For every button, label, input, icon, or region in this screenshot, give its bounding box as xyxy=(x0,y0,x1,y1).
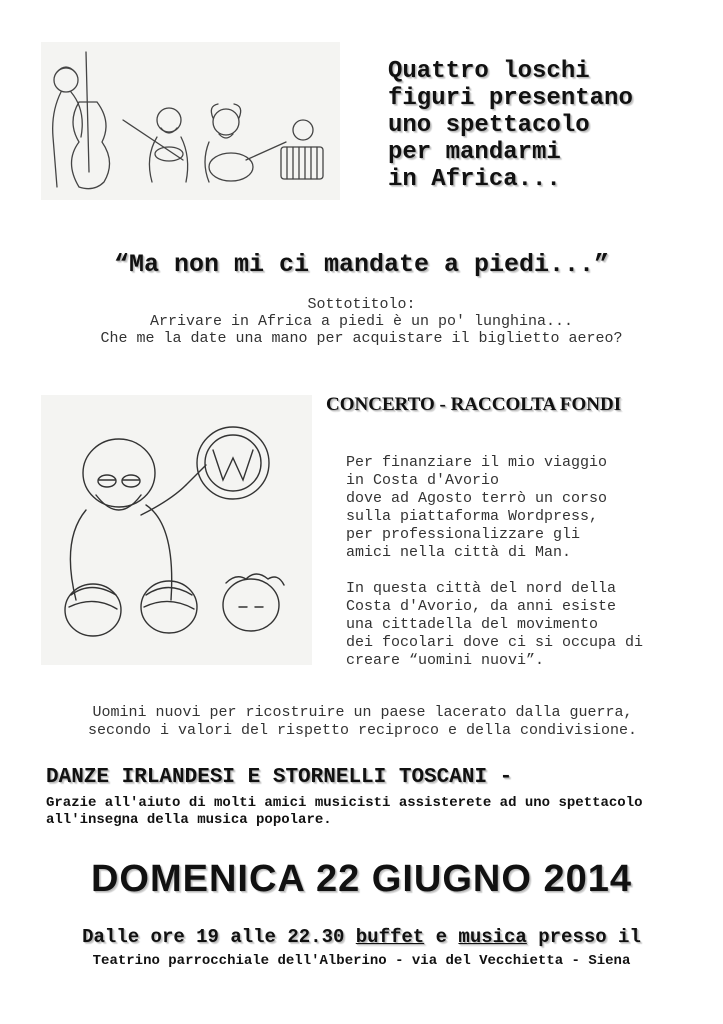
subtitle-block xyxy=(0,296,723,347)
danze-text: Grazie all'aiuto di molti amici musicisti assisterete ad uno spettacolo all'insegna della musica popolare. xyxy=(46,795,643,828)
concerto-heading: CONCERTO - RACCOLTA FONDI xyxy=(326,394,622,415)
subtitle-line: Che me la date una mano per acquistare il biglietto aereo? xyxy=(100,330,623,347)
subtitle-label: Sottotitolo: xyxy=(307,296,416,313)
event-hours xyxy=(0,926,723,948)
musica-label: musica xyxy=(458,926,527,948)
paragraph-new-men: Uomini nuovi per ricostruire un paese lacerato dalla guerra, secondo i valori del rispetto reciproco e della condivisione. xyxy=(87,704,638,739)
event-place: Teatrino parrocchiale dell'Alberino - via del Vecchietta - Siena xyxy=(92,953,631,969)
quote-title: “Ma non mi ci mandate a piedi...” xyxy=(113,250,610,279)
musicians-illustration xyxy=(41,42,340,200)
subtitle-line: Arrivare in Africa a piedi è un po' lunghina... xyxy=(149,313,574,330)
headline-line: figuri presentano xyxy=(388,85,633,112)
hours-prefix: Dalle ore 19 alle 22.30 xyxy=(82,926,356,948)
hours-mid: e xyxy=(424,926,459,948)
paragraph-trip: Per finanziare il mio viaggio in Costa d'Avorio dove ad Agosto terrò un corso sulla piattaforma Wordpress, per professionalizzare gli amici nella città di Man. xyxy=(346,454,608,561)
danze-heading: DANZE IRLANDESI E STORNELLI TOSCANI - xyxy=(46,766,513,789)
headline-line: uno spettacolo xyxy=(388,112,590,139)
headline-line: in Africa... xyxy=(388,166,561,193)
buffet-label: buffet xyxy=(355,926,425,948)
headline xyxy=(388,58,708,193)
hours-suffix: presso il xyxy=(526,926,641,948)
paragraph-city: In questa città del nord della Costa d'Avorio, da anni esiste una cittadella del movimento dei focolari dove ci si occupa di creare “uomini nuovi”. xyxy=(346,580,644,669)
event-date: DOMENICA 22 GIUGNO 2014 xyxy=(90,858,633,900)
teacher-illustration xyxy=(41,395,312,665)
headline-line: per mandarmi xyxy=(388,139,561,166)
headline-line: Quattro loschi xyxy=(388,58,590,85)
